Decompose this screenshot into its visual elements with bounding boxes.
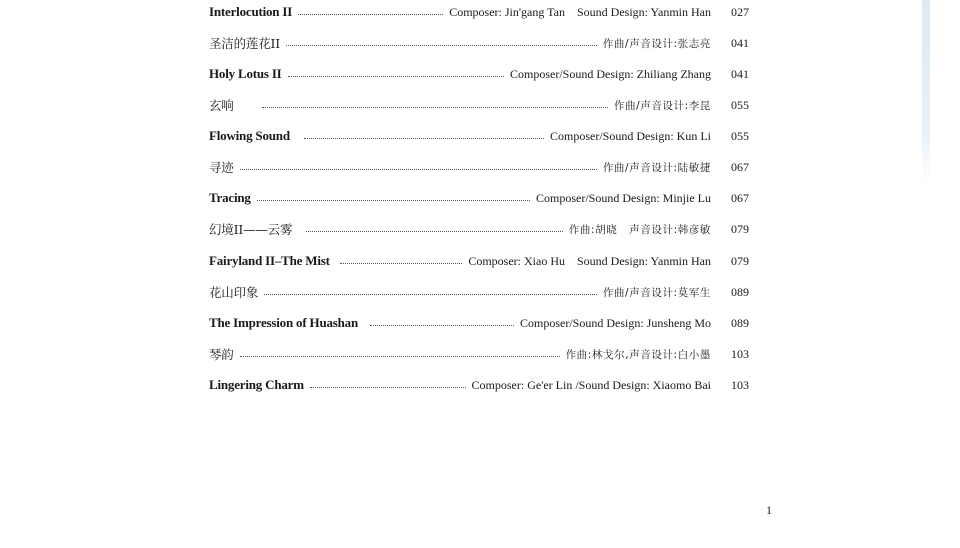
toc-entry[interactable] — [209, 63, 749, 85]
dot-leader — [298, 4, 443, 15]
entry-title: 寻迹 — [209, 160, 234, 175]
entry-page-number: 103 — [731, 346, 749, 361]
entry-credit: Composer/Sound Design: Junsheng Mo — [519, 315, 711, 330]
entry-title: Lingering Charm — [209, 377, 304, 392]
page-folio-number: 1 — [766, 503, 772, 517]
entry-credit: Composer/Sound Design: Zhiliang Zhang — [510, 66, 711, 81]
entry-credit: 作曲:林戈尔,声音设计:白小墨 — [565, 348, 711, 361]
entry-credit: Composer/Sound Design: Kun Li — [550, 128, 711, 143]
entry-credit: 作曲/声音设计:张志亮 — [602, 37, 711, 50]
entry-credit: 作曲/声音设计:陆敏捷 — [602, 161, 711, 174]
entry-title: Flowing Sound — [209, 128, 290, 143]
dot-leader — [310, 377, 466, 388]
toc-entry[interactable] — [209, 1, 749, 23]
entry-page-number: 079 — [731, 253, 749, 268]
entry-credit: Composer: Xiao Hu Sound Design: Yanmin Han — [468, 253, 711, 268]
entry-title: Tracing — [209, 190, 251, 205]
entry-credit: 作曲/声音设计:莫军生 — [602, 286, 711, 299]
toc-entry[interactable] — [209, 312, 749, 334]
entry-title: 圣洁的莲花II — [209, 36, 280, 51]
dot-leader — [304, 128, 544, 139]
dot-leader — [286, 35, 597, 46]
toc-entry[interactable] — [209, 94, 749, 116]
dot-leader — [240, 346, 560, 357]
toc-entry[interactable] — [209, 218, 749, 240]
dot-leader — [240, 159, 597, 170]
toc-entry[interactable] — [209, 187, 749, 209]
entry-title: 琴韵 — [209, 347, 234, 362]
dot-leader — [340, 253, 463, 264]
toc-entry[interactable] — [209, 281, 749, 303]
entry-page-number: 067 — [731, 159, 749, 174]
entry-credit: Composer/Sound Design: Minjie Lu — [536, 190, 711, 205]
entry-page-number: 041 — [731, 66, 749, 81]
entry-page-number: 103 — [731, 377, 749, 392]
dot-leader — [264, 284, 597, 295]
entry-page-number: 089 — [731, 315, 749, 330]
entry-page-number: 027 — [731, 4, 749, 19]
entry-title: Fairyland II–The Mist — [209, 253, 330, 268]
entry-title: The Impression of Huashan — [209, 315, 358, 330]
toc-entry[interactable] — [209, 343, 749, 365]
entry-title: 玄响 — [209, 98, 234, 113]
entry-title: 幻境II——云雾 — [209, 222, 293, 237]
toc-entry[interactable] — [209, 156, 749, 178]
entry-title: Holy Lotus II — [209, 66, 282, 81]
entry-page-number: 055 — [731, 97, 749, 112]
entry-credit: Composer: Ge'er Lin /Sound Design: Xiaomo Bai — [471, 377, 711, 392]
toc-entry[interactable] — [209, 32, 749, 54]
entry-page-number: 079 — [731, 221, 749, 236]
dot-leader — [257, 190, 530, 201]
dot-leader — [262, 97, 608, 108]
toc-entry[interactable] — [209, 125, 749, 147]
entry-page-number: 067 — [731, 190, 749, 205]
toc-entry[interactable] — [209, 250, 749, 272]
side-accent-strip — [922, 0, 930, 185]
entry-page-number: 055 — [731, 128, 749, 143]
entry-page-number: 041 — [731, 35, 749, 50]
entry-page-number: 089 — [731, 284, 749, 299]
entry-title: 花山印象 — [209, 285, 259, 300]
dot-leader — [288, 66, 504, 77]
entry-title: Interlocution II — [209, 4, 293, 19]
entry-credit: 作曲/声音设计:李昆 — [613, 99, 711, 112]
dot-leader — [370, 315, 514, 326]
entry-credit: Composer: Jin'gang Tan Sound Design: Yanmin Han — [449, 4, 711, 19]
entry-credit: 作曲:胡晓 声音设计:韩彦敏 — [568, 223, 711, 236]
toc-entry[interactable] — [209, 374, 749, 396]
dot-leader — [306, 221, 563, 232]
